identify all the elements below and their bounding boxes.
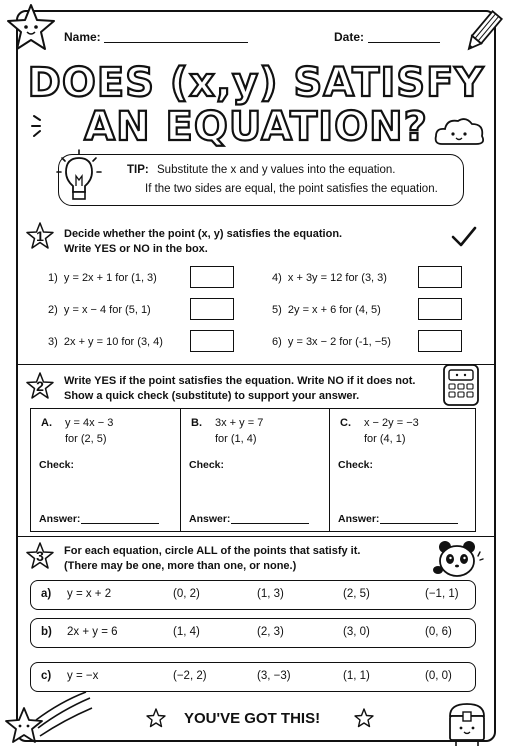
problem-point: for (1, 4): [215, 433, 257, 445]
row-equation: 2x + y = 6: [67, 626, 118, 638]
answer-box[interactable]: [418, 298, 462, 320]
check-label: Check:: [338, 459, 374, 471]
section-2-number: 2: [36, 378, 44, 394]
item-equation: y = x − 4 for (5, 1): [63, 304, 151, 316]
answer-label: Answer:: [338, 513, 380, 525]
answer-box[interactable]: [190, 330, 234, 352]
answer-label: Answer:: [39, 513, 81, 525]
equation-row-b: [30, 618, 476, 648]
item-equation: 2x + y = 10 for (3, 4): [63, 336, 163, 348]
row-letter: a): [41, 588, 52, 600]
section-1-number: 1: [36, 228, 44, 244]
point-option[interactable]: (0, 0): [425, 670, 452, 682]
problem-equation: y = 4x − 3: [65, 417, 114, 429]
list-item: [48, 272, 157, 284]
date-label: Date:: [334, 30, 365, 44]
equation-row-c: [30, 662, 476, 692]
date-field[interactable]: [368, 42, 440, 43]
item-number: 3): [48, 336, 58, 348]
title-line-1: DOES (x,y) SATISFY: [27, 60, 485, 106]
sparkle-icon: [28, 110, 58, 140]
problem-point: for (4, 1): [364, 433, 406, 445]
item-equation: y = 3x − 2 for (-1, −5): [287, 336, 391, 348]
answer-field[interactable]: [380, 523, 458, 524]
point-option[interactable]: (1, 1): [343, 670, 370, 682]
point-option[interactable]: (3, −3): [257, 670, 291, 682]
problem-card-c: [329, 409, 474, 531]
section-2-instruction-line: Write YES if the point satisfies the equation. Write NO if it does not.: [64, 375, 416, 387]
section-divider: [18, 536, 494, 537]
star-mascot-icon: [4, 2, 58, 54]
section-1-badge: [26, 222, 54, 250]
tip-line-2: If the two sides are equal, the point satisfies the equation.: [145, 183, 438, 195]
problem-card-a: [31, 409, 180, 531]
section-2-instructions: [64, 374, 415, 404]
point-option[interactable]: (2, 5): [343, 588, 370, 600]
problem-equation: 3x + y = 7: [215, 417, 264, 429]
point-option[interactable]: (2, 3): [257, 626, 284, 638]
calculator-mascot-icon: [440, 362, 482, 408]
star-icon: [354, 708, 374, 728]
tip-box: [58, 154, 464, 206]
problem-card-b: [180, 409, 329, 531]
problem-letter: A.: [41, 417, 52, 429]
panda-mascot-icon: [430, 538, 484, 582]
point-option[interactable]: (3, 0): [343, 626, 370, 638]
check-label: Check:: [189, 459, 225, 471]
answer-box[interactable]: [190, 266, 234, 288]
point-option[interactable]: (1, 4): [173, 626, 200, 638]
section-3-number: 3: [36, 548, 44, 564]
tip-label: TIP:: [127, 164, 149, 176]
section-1-instructions: [64, 227, 342, 257]
section-3-instruction-line: For each equation, circle ALL of the points that satisfy it.: [64, 545, 361, 557]
section-1-instruction-line: Decide whether the point (x, y) satisfies the equation.: [64, 228, 343, 240]
row-letter: b): [41, 626, 52, 638]
item-equation: 2y = x + 6 for (4, 5): [287, 304, 381, 316]
section-3-instructions: [64, 544, 360, 574]
section-3-instruction-line: (There may be one, more than one, or none.): [64, 560, 297, 572]
problem-equation: x − 2y = −3: [364, 417, 419, 429]
name-label: Name:: [64, 30, 101, 44]
item-number: 6): [272, 336, 282, 348]
list-item: [272, 304, 381, 316]
item-number: 4): [272, 272, 282, 284]
answer-box[interactable]: [418, 266, 462, 288]
cloud-mascot-icon: [432, 114, 488, 150]
problem-point: for (2, 5): [65, 433, 107, 445]
problem-letter: B.: [191, 417, 202, 429]
list-item: [272, 336, 391, 348]
item-equation: x + 3y = 12 for (3, 3): [287, 272, 387, 284]
point-option[interactable]: (1, 3): [257, 588, 284, 600]
section-1-instruction-line: Write YES or NO in the box.: [64, 243, 208, 255]
answer-label: Answer:: [189, 513, 231, 525]
check-label: Check:: [39, 459, 75, 471]
answer-field[interactable]: [231, 523, 309, 524]
point-option[interactable]: (−2, 2): [173, 670, 207, 682]
chest-mascot-icon: [444, 700, 490, 750]
list-item: [48, 336, 163, 348]
star-icon: [146, 708, 166, 728]
title-line-2: AN EQUATION?: [84, 104, 428, 150]
section-3-badge: [26, 542, 54, 570]
list-item: [272, 272, 387, 284]
section-2-grid: [30, 408, 476, 532]
item-equation: y = 2x + 1 for (1, 3): [63, 272, 157, 284]
list-item: [48, 304, 151, 316]
section-2-instruction-line: Show a quick check (substitute) to support your answer.: [64, 390, 360, 402]
item-number: 5): [272, 304, 282, 316]
item-number: 2): [48, 304, 58, 316]
row-equation: y = x + 2: [67, 588, 112, 600]
point-option[interactable]: (−1, 1): [425, 588, 459, 600]
row-letter: c): [41, 670, 52, 682]
item-number: 1): [48, 272, 58, 284]
pencil-icon: [462, 8, 504, 56]
name-field[interactable]: [104, 42, 248, 43]
answer-field[interactable]: [81, 523, 159, 524]
section-2-badge: [26, 372, 54, 400]
problem-letter: C.: [340, 417, 351, 429]
checkmark-icon: [450, 224, 478, 250]
equation-row-a: [30, 580, 476, 610]
point-option[interactable]: (0, 2): [173, 588, 200, 600]
tip-line-1: Substitute the x and y values into the equation.: [157, 164, 396, 176]
footer-message: YOU'VE GOT THIS!: [184, 710, 321, 727]
section-divider: [18, 364, 494, 365]
shooting-star-icon: [2, 690, 94, 752]
answer-box[interactable]: [190, 298, 234, 320]
row-equation: y = −x: [67, 670, 99, 682]
answer-box[interactable]: [418, 330, 462, 352]
point-option[interactable]: (0, 6): [425, 626, 452, 638]
